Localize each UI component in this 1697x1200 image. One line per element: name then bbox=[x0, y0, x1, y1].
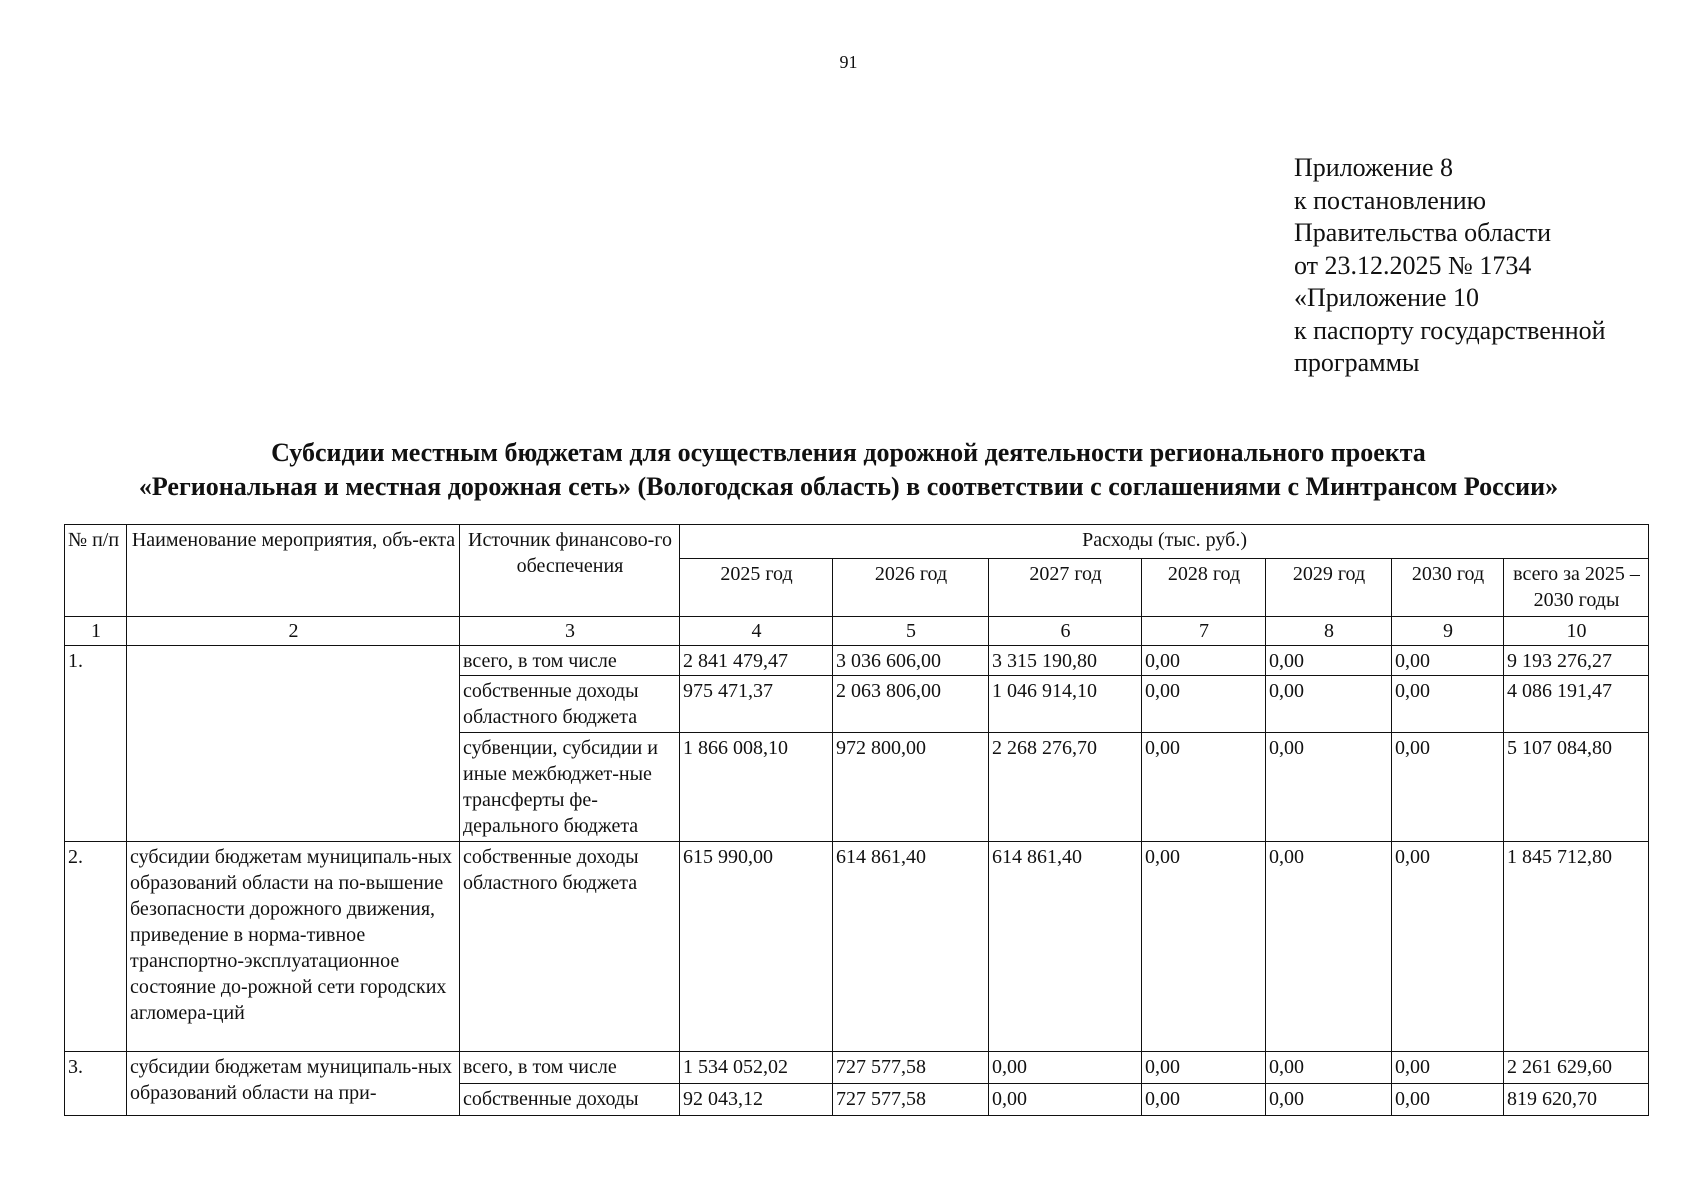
cell-value: 0,00 bbox=[1266, 1052, 1392, 1084]
cell-value: 3 315 190,80 bbox=[989, 646, 1142, 676]
cell-value: 0,00 bbox=[1142, 676, 1266, 733]
appendix-line: программы bbox=[1294, 348, 1420, 377]
cell-value: 9 193 276,27 bbox=[1504, 646, 1649, 676]
cell-value: 0,00 bbox=[1266, 842, 1392, 1052]
cell-value: 1 046 914,10 bbox=[989, 676, 1142, 733]
header-total: всего за 2025 – 2030 годы bbox=[1504, 559, 1649, 617]
column-number: 10 bbox=[1504, 617, 1649, 646]
row-number: 2. bbox=[65, 842, 127, 1052]
row-source: всего, в том числе bbox=[460, 646, 680, 676]
column-number: 9 bbox=[1392, 617, 1504, 646]
cell-value: 0,00 bbox=[1266, 733, 1392, 842]
cell-value: 4 086 191,47 bbox=[1504, 676, 1649, 733]
appendix-line: к постановлению bbox=[1294, 185, 1487, 215]
cell-value: 2 841 479,47 bbox=[680, 646, 833, 676]
cell-value: 0,00 bbox=[989, 1052, 1142, 1084]
row-name bbox=[127, 646, 460, 842]
header-year: 2025 год bbox=[680, 559, 833, 617]
column-number: 1 bbox=[65, 617, 127, 646]
row-source: собственные доходы bbox=[460, 1084, 680, 1116]
appendix-line: к паспорту государственной bbox=[1294, 315, 1606, 345]
cell-value: 1 534 052,02 bbox=[680, 1052, 833, 1084]
appendix-line: «Приложение 10 bbox=[1294, 283, 1480, 312]
cell-value: 3 036 606,00 bbox=[833, 646, 989, 676]
cell-value: 0,00 bbox=[1142, 1084, 1266, 1116]
cell-value: 0,00 bbox=[1392, 1052, 1504, 1084]
row-number: 1. bbox=[65, 646, 127, 842]
cell-value: 615 990,00 bbox=[680, 842, 833, 1052]
cell-value: 0,00 bbox=[1392, 1084, 1504, 1116]
cell-value: 0,00 bbox=[1142, 733, 1266, 842]
cell-value: 2 063 806,00 bbox=[833, 676, 989, 733]
column-number: 8 bbox=[1266, 617, 1392, 646]
cell-value: 0,00 bbox=[1266, 676, 1392, 733]
column-number: 6 bbox=[989, 617, 1142, 646]
cell-value: 0,00 bbox=[1142, 842, 1266, 1052]
cell-value: 0,00 bbox=[1392, 733, 1504, 842]
cell-value: 0,00 bbox=[989, 1084, 1142, 1116]
title-line: «Региональная и местная дорожная сеть» (Вологодская область) в соответствии с соглашениями с Минтрансом России» bbox=[138, 472, 1559, 501]
table-row bbox=[65, 842, 1649, 1052]
appendix-line: от 23.12.2025 № 1734 bbox=[1294, 250, 1532, 280]
cell-value: 972 800,00 bbox=[833, 733, 989, 842]
cell-value: 0,00 bbox=[1142, 1052, 1266, 1084]
cell-value: 727 577,58 bbox=[833, 1052, 989, 1084]
column-number: 4 bbox=[680, 617, 833, 646]
row-source: собственные доходы областного бюджета bbox=[460, 842, 680, 1052]
row-number: 3. bbox=[65, 1052, 127, 1116]
cell-value: 1 866 008,10 bbox=[680, 733, 833, 842]
cell-value: 1 845 712,80 bbox=[1504, 842, 1649, 1052]
cell-value: 0,00 bbox=[1266, 646, 1392, 676]
header-year: 2030 год bbox=[1392, 559, 1504, 617]
cell-value: 0,00 bbox=[1266, 1084, 1392, 1116]
cell-value: 614 861,40 bbox=[833, 842, 989, 1052]
header-year: 2028 год bbox=[1142, 559, 1266, 617]
column-number: 2 bbox=[127, 617, 460, 646]
cell-value: 5 107 084,80 bbox=[1504, 733, 1649, 842]
row-name: субсидии бюджетам муниципаль-ных образований области на при- bbox=[127, 1052, 460, 1116]
header-year: 2029 год bbox=[1266, 559, 1392, 617]
appendix-line: Правительства области bbox=[1294, 218, 1552, 247]
column-number: 5 bbox=[833, 617, 989, 646]
cell-value: 0,00 bbox=[1392, 646, 1504, 676]
title-line: Субсидии местным бюджетам для осуществления дорожной деятельности регионального проекта bbox=[271, 438, 1426, 467]
header-year: 2026 год bbox=[833, 559, 989, 617]
subsidies-table bbox=[64, 524, 1649, 1116]
table-row bbox=[65, 1052, 1649, 1084]
header-expenses: Расходы (тыс. руб.) bbox=[680, 525, 1649, 559]
cell-value: 2 261 629,60 bbox=[1504, 1052, 1649, 1084]
header-number: № п/п bbox=[65, 525, 127, 617]
row-source: субвенции, субсидии и иные межбюджет-ные трансферты фе-дерального бюджета bbox=[460, 733, 680, 842]
appendix-block bbox=[1294, 152, 1606, 380]
cell-value: 727 577,58 bbox=[833, 1084, 989, 1116]
cell-value: 0,00 bbox=[1392, 842, 1504, 1052]
cell-value: 614 861,40 bbox=[989, 842, 1142, 1052]
cell-value: 0,00 bbox=[1142, 646, 1266, 676]
header-source: Источник финансово-го обеспечения bbox=[460, 525, 680, 617]
document-title bbox=[0, 436, 1697, 504]
appendix-line: Приложение 8 bbox=[1294, 153, 1454, 182]
header-year: 2027 год bbox=[989, 559, 1142, 617]
row-name: субсидии бюджетам муниципаль-ных образований области на по-вышение безопасности дорожного движения, приведение в норма-тивное транспортно-эксплуатационное состояние до-рожной сети городских агломера-ций bbox=[127, 842, 460, 1052]
page-number: 91 bbox=[839, 52, 858, 72]
table-row bbox=[65, 646, 1649, 676]
cell-value: 819 620,70 bbox=[1504, 1084, 1649, 1116]
cell-value: 2 268 276,70 bbox=[989, 733, 1142, 842]
cell-value: 975 471,37 bbox=[680, 676, 833, 733]
header-name: Наименование мероприятия, объ-екта bbox=[127, 525, 460, 617]
cell-value: 0,00 bbox=[1392, 676, 1504, 733]
column-number: 7 bbox=[1142, 617, 1266, 646]
row-source: собственные доходы областного бюджета bbox=[460, 676, 680, 733]
column-number: 3 bbox=[460, 617, 680, 646]
row-source: всего, в том числе bbox=[460, 1052, 680, 1084]
cell-value: 92 043,12 bbox=[680, 1084, 833, 1116]
